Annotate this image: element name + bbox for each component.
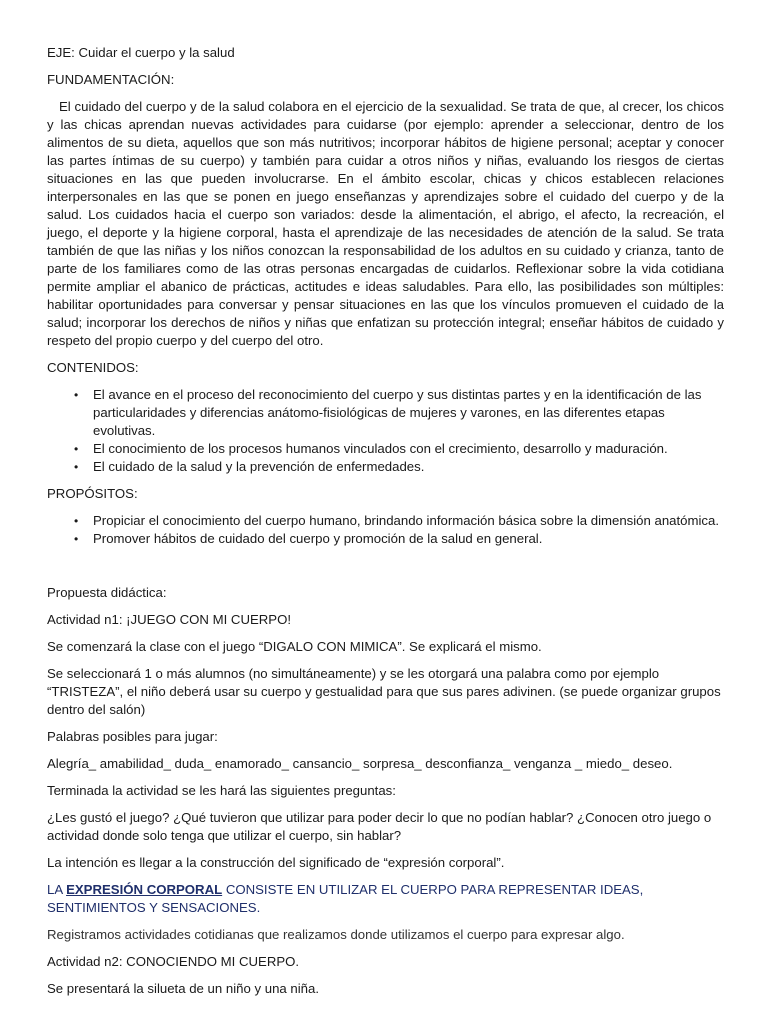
bullet-icon: • <box>74 532 79 546</box>
paragraph: Palabras posibles para jugar: <box>47 729 218 744</box>
eje-title: EJE: Cuidar el cuerpo y la salud <box>47 45 235 60</box>
paragraph: Se comenzará la clase con el juego “DIGALO CON MIMICA”. Se explicará el mismo. <box>47 639 542 654</box>
definition-term: EXPRESIÓN CORPORAL <box>66 882 223 897</box>
contenidos-list <box>47 386 724 476</box>
word-list: Alegría_ amabilidad_ duda_ enamorado_ cansancio_ sorpresa_ desconfianza_ venganza _ miedo_ deseo. <box>47 756 673 771</box>
list-item: • El avance en el proceso del reconocimiento del cuerpo y sus distintas partes y en la identificación de las particularidades y diferencias anátomo-fisiológicas de mujeres y varones, en las diferentes etapas evolutivas. <box>74 387 702 438</box>
questions: ¿Les gustó el juego? ¿Qué tuvieron que utilizar para poder decir lo que no podían hablar? ¿Conocen otro juego o actividad donde solo tenga que utilizar el cuerpo, sin hablar? <box>47 810 712 843</box>
bullet-icon: • <box>74 442 79 456</box>
propuesta-heading: Propuesta didáctica: <box>47 585 167 600</box>
definition: LA EXPRESIÓN CORPORAL CONSISTE EN UTILIZAR EL CUERPO PARA REPRESENTAR IDEAS, SENTIMIENTOS Y SENSACIONES. <box>47 882 644 915</box>
bullet-icon: • <box>74 388 79 402</box>
list-item: • Propiciar el conocimiento del cuerpo humano, brindando información básica sobre la dimensión anatómica. <box>74 513 720 528</box>
propositos-heading: PROPÓSITOS: <box>47 486 138 501</box>
list-item: • El cuidado de la salud y la prevención de enfermedades. <box>74 459 425 474</box>
paragraph: Registramos actividades cotidianas que realizamos donde utilizamos el cuerpo para expresar algo. <box>47 927 625 942</box>
paragraph: Terminada la actividad se les hará las siguientes preguntas: <box>47 783 396 798</box>
spacer <box>47 557 724 584</box>
paragraph: Se presentará la silueta de un niño y una niña. <box>47 981 319 996</box>
list-item: • Promover hábitos de cuidado del cuerpo y promoción de la salud en general. <box>74 531 543 546</box>
list-item: • El conocimiento de los procesos humanos vinculados con el crecimiento, desarrollo y maduración. <box>74 441 668 456</box>
paragraph: La intención es llegar a la construcción del significado de “expresión corporal”. <box>47 855 505 870</box>
fundamentacion-heading: FUNDAMENTACIÓN: <box>47 72 175 87</box>
fundamentacion-text: El cuidado del cuerpo y de la salud colabora en el ejercicio de la sexualidad. Se trata de que, al crecer, los chicos y las chicas aprendan nuevas actividades para cuidarse (por ejemplo: aprender a seleccionar, dentro de los alimentos de su dieta, aquellos que son más nutritivos; incorporar hábitos de higiene personal; aceptar y conocer las partes íntimas de su cuerpo) y también para cuidar a otros niños y niñas, evaluando los riesgos de ciertas situaciones en las que pueden involucrarse. En el ámbito escolar, chicas y chicos establecen relaciones interpersonales en las que se ponen en juego enseñanzas y aprendizajes sobre el cuidado del cuerpo y de la salud. Los cuidados hacia el cuerpo son variados: desde la alimentación, el abrigo, el afecto, la recreación, el juego, el deporte y la higiene corporal, hasta el aprendizaje de las necesidades de atención de la salud. Se trata también de que las niñas y los niños conozcan la responsabilidad de los adultos en su cuidado y crianza, tanto de parte de los familiares como de las otras personas encargadas de cuidarlos. Reflexionar sobre la vida cotidiana permite ampliar el abanico de prácticas, actitudes e ideas saludables. Para ello, las posibilidades son múltiples: habilitar oportunidades para conversar y pensar situaciones en las que los vínculos promueven el cuidado de la salud; incorporar los derechos de niños y niñas que enfatizan su protección integral; enseñar hábitos de cuidado y respeto del propio cuerpo y del cuerpo del otro. <box>47 99 724 348</box>
contenidos-heading: CONTENIDOS: <box>47 360 139 375</box>
bullet-icon: • <box>74 460 79 474</box>
paragraph: Se seleccionará 1 o más alumnos (no simultáneamente) y se les otorgará una palabra como por ejemplo “TRISTEZA”, el niño deberá usar su cuerpo y gestualidad para que sus pares adivinen. (se puede organizar grupos dentro del salón) <box>47 666 721 717</box>
actividad1-title: Actividad n1: ¡JUEGO CON MI CUERPO! <box>47 612 292 627</box>
actividad2-title: Actividad n2: CONOCIENDO MI CUERPO. <box>47 954 300 969</box>
bullet-icon: • <box>74 514 79 528</box>
propositos-list <box>47 512 724 548</box>
